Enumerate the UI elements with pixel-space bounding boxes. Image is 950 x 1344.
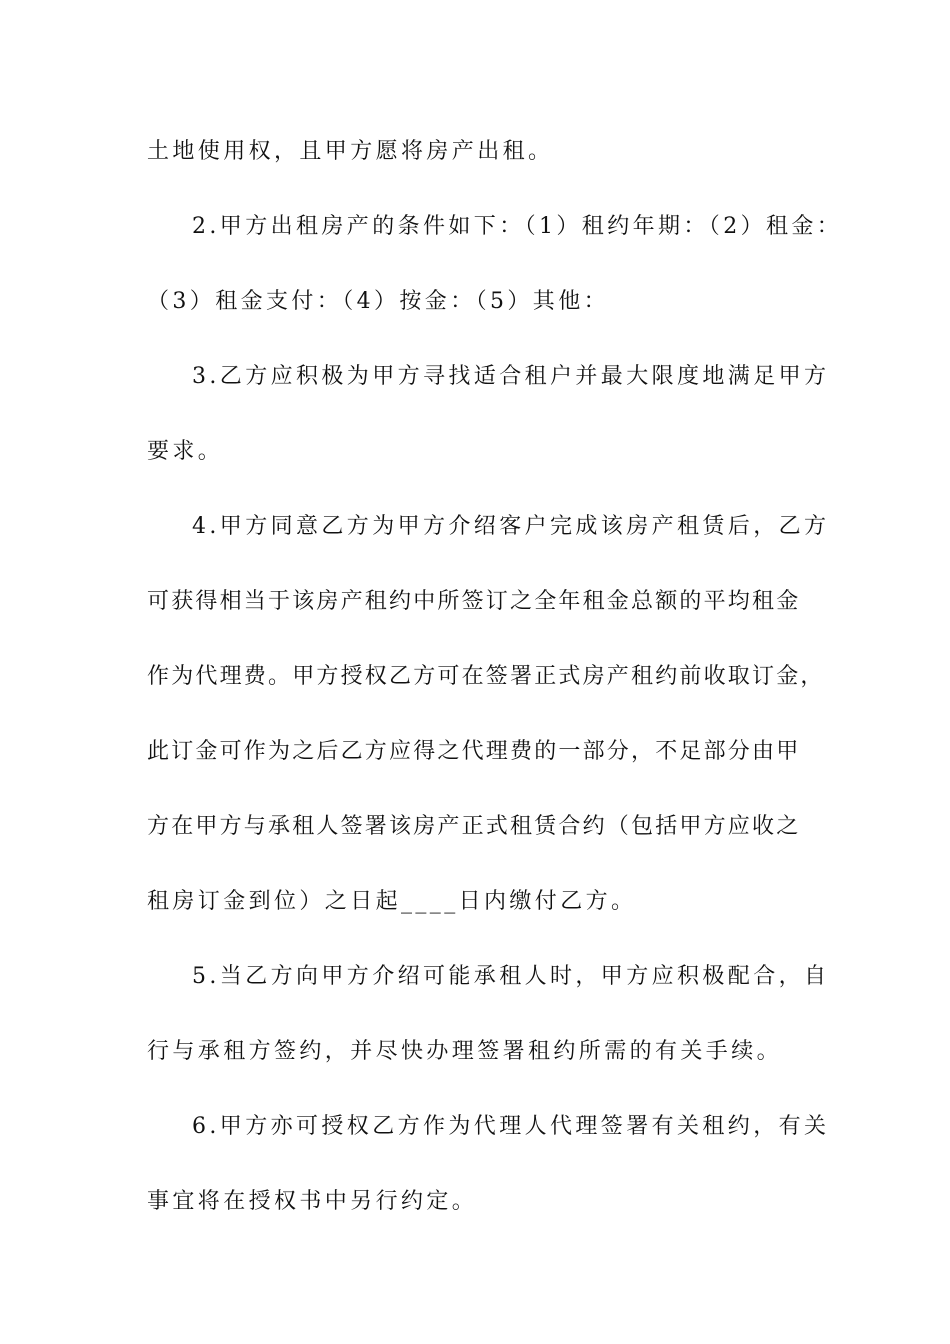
clause-2-line-1: 2.甲方出租房产的条件如下：（1）租约年期：（2）租金：	[192, 214, 843, 239]
clause-4-line-3: 作为代理费。甲方授权乙方可在签署正式房产租约前收取订金，	[147, 664, 825, 689]
clause-4-line-5: 方在甲方与承租人签署该房产正式租赁合约（包括甲方应收之	[147, 814, 801, 839]
clause-3-line-1: 3.乙方应积极为甲方寻找适合租户并最大限度地满足甲方	[192, 364, 830, 389]
clause-4-line-6: 租房订金到位）之日起____日内缴付乙方。	[147, 889, 637, 914]
clause-5-line-1: 5.当乙方向甲方介绍可能承租人时，甲方应积极配合，自	[192, 964, 830, 989]
clause-6-line-2: 事宜将在授权书中另行约定。	[147, 1189, 478, 1214]
clause-4-line-2: 可获得相当于该房产租约中所签订之全年租金总额的平均租金	[147, 589, 801, 614]
clause-3-line-2: 要求。	[147, 439, 224, 464]
clause-2-line-2: （3）租金支付：（4）按金：（5）其他：	[147, 289, 609, 314]
clause-6-line-1: 6.甲方亦可授权乙方作为代理人代理签署有关租约，有关	[192, 1114, 830, 1139]
clause-4-line-4: 此订金可作为之后乙方应得之代理费的一部分，不足部分由甲	[147, 739, 801, 764]
text-line: 土地使用权，且甲方愿将房产出租。	[147, 139, 554, 164]
clause-5-line-2: 行与承租方签约，并尽快办理签署租约所需的有关手续。	[147, 1039, 783, 1064]
clause-4-line-1: 4.甲方同意乙方为甲方介绍客户完成该房产租赁后，乙方	[192, 514, 830, 539]
